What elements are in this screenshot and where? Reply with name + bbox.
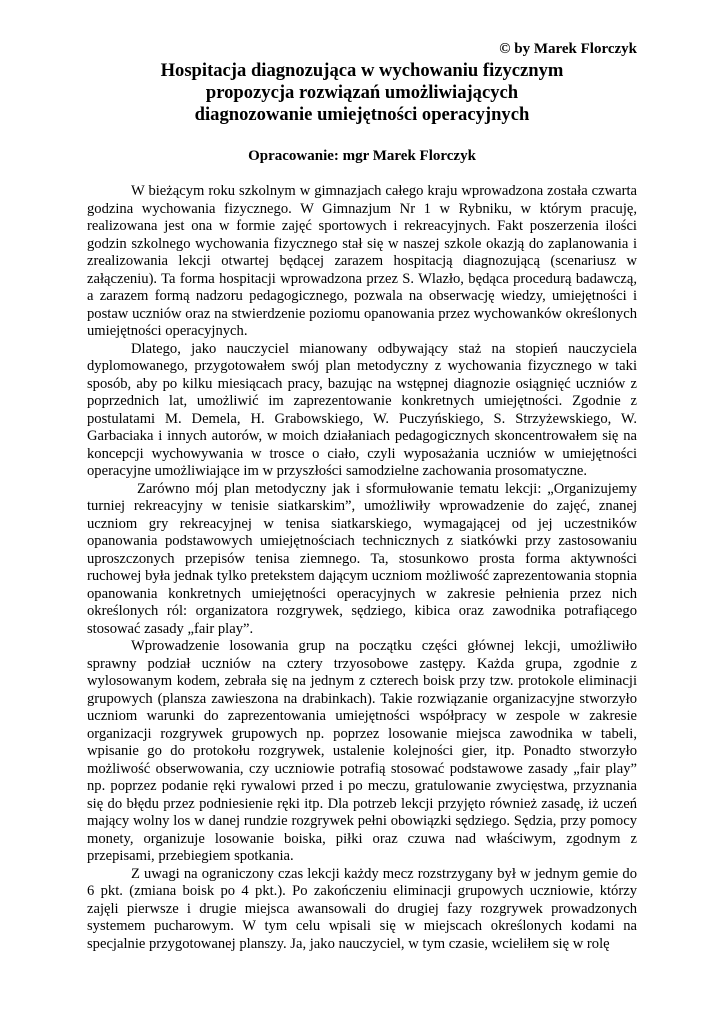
paragraph: W bieżącym roku szkolnym w gimnazjach całego kraju wprowadzona została czwarta godzina wychowania fizycznego. W Gimnazjum Nr 1 w Rybniku, w którym pracuję, realizowana jest ona w formie zajęć sportowych i rekreacyjnych. Fakt poszerzenia ilości godzin szkolnego wychowania fizycznego stał się w naszej szkole okazją do zaplanowania i zrealizowania lekcji otwartej będącej zarazem hospitacją diagnozującą (scenariusz w załączeniu). Ta forma hospitacji wprowadzona przez S. Wlazło, będąca procedurą badawczą, a zarazem formą nadzoru pedagogicznego, pozwala na obserwację wiedzy, umiejętności i postaw uczniów oraz na stwierdzenie poziomu opanowania przez wychowanków określonych umiejętności operacyjnych. <box>87 183 637 339</box>
author-line: Opracowanie: mgr Marek Florczyk <box>248 148 476 164</box>
title-line: propozycja rozwiązań umożliwiających <box>205 82 519 103</box>
paragraph: Z uwagi na ograniczony czas lekcji każdy mecz rozstrzygany był w jednym gemie do 6 pkt. (zmiana boisk po 4 pkt.). Po zakończeniu eliminacji grupowych uczniowie, którzy zajęli pierwsze i drugie miejsca awansowali do drugiej fazy rozgrywek prowadzonych systemem pucharowym. W tym celu wpisali się w miejscach określonych kodami na specjalnie przygotowanej planszy. Ja, jako nauczyciel, w tym czasie, wcieliłem się w rolę <box>87 865 637 952</box>
document-body <box>87 183 637 953</box>
paragraph: Zarówno mój plan metodyczny jak i sformułowanie tematu lekcji: „Organizujemy turniej rekreacyjny w tenisie siatkarskim”, umożliwiły wprowadzenie do zajęć, znanej uczniom gry rekreacyjnej w tenisa siatkarskiego, wymagającej od jej uczestników opanowania podstawowych umiejętnościach technicznych z siatkówki przy zastosowaniu uproszczonych przepisów tenisa ziemnego. Ta, stosunkowo prosta forma aktywności ruchowej była jednak tylko pretekstem dającym uczniom możliwość zaprezentowania stopnia opanowania konkretnych umiejętności operacyjnych w zakresie pełnienia przez nich określonych ról: organizatora rozgrywek, sędziego, kibica oraz zawodnika potrafiącego stosować zasady „fair play”. <box>87 480 637 637</box>
title-line: diagnozowanie umiejętności operacyjnych <box>194 104 530 125</box>
copyright-notice: © by Marek Florczyk <box>499 41 637 57</box>
paragraph: Dlatego, jako nauczyciel mianowany odbywający staż na stopień nauczyciela dyplomowanego, przygotowałem swój plan metodyczny z wychowania fizycznego w taki sposób, aby po kilku miesiącach pracy, bazując na wstępnej diagnozie osiągnięć uczniów z poprzednich lat, umożliwić im zaprezentowanie konkretnych umiejętności. Zgodnie z postulatami M. Demela, H. Grabowskiego, W. Puczyńskiego, S. Strzyżewskiego, W. Garbaciaka i innych autorów, w moich działaniach pedagogicznych skoncentrowałem się na koncepcji wychowywania w trosce o ciało, czyli wyposażania uczniów w umiejętności operacyjne umożliwiające im w przyszłości samodzielne zachowania prosomatyczne. <box>87 340 637 479</box>
document-title <box>88 60 636 126</box>
paragraph: Wprowadzenie losowania grup na początku części głównej lekcji, umożliwiło sprawny podział uczniów na cztery trzyosobowe zastępy. Każda grupa, zgodnie z wylosowanym kodem, zebrała się na jednym z czterech boisk przy tzw. protokole eliminacji grupowych (plansza zawieszona na drabinkach). Takie rozwiązanie organizacyjne stworzyło uczniom warunki do zaprezentowania umiejętności współpracy w zespole w zakresie organizacji rozgrywek grupowych np. poprzez losowanie miejsca zawodnika w tabeli, wpisanie go do protokołu rozgrywek, ustalenie kolejności gier, itp. Ponadto stworzyło możliwość obserwowania, czy uczniowie potrafią stosować podstawowe zasady „fair play” np. poprzez podanie ręki rywalowi przed i po meczu, gratulowanie zwycięstwa, przyznania się do błędu przez podniesienie ręki itp. Dla potrzeb lekcji przyjęto również zasadę, iż uczeń mający wolny los w danej rundzie rozgrywek pełni obowiązki sędziego. Sędzia, przy pomocy monety, organizuje losowanie boiska, piłki oraz czuwa nad właściwym, zgodnym z przepisami, przebiegiem spotkania. <box>87 638 637 864</box>
title-line: Hospitacja diagnozująca w wychowaniu fizycznym <box>160 60 564 81</box>
